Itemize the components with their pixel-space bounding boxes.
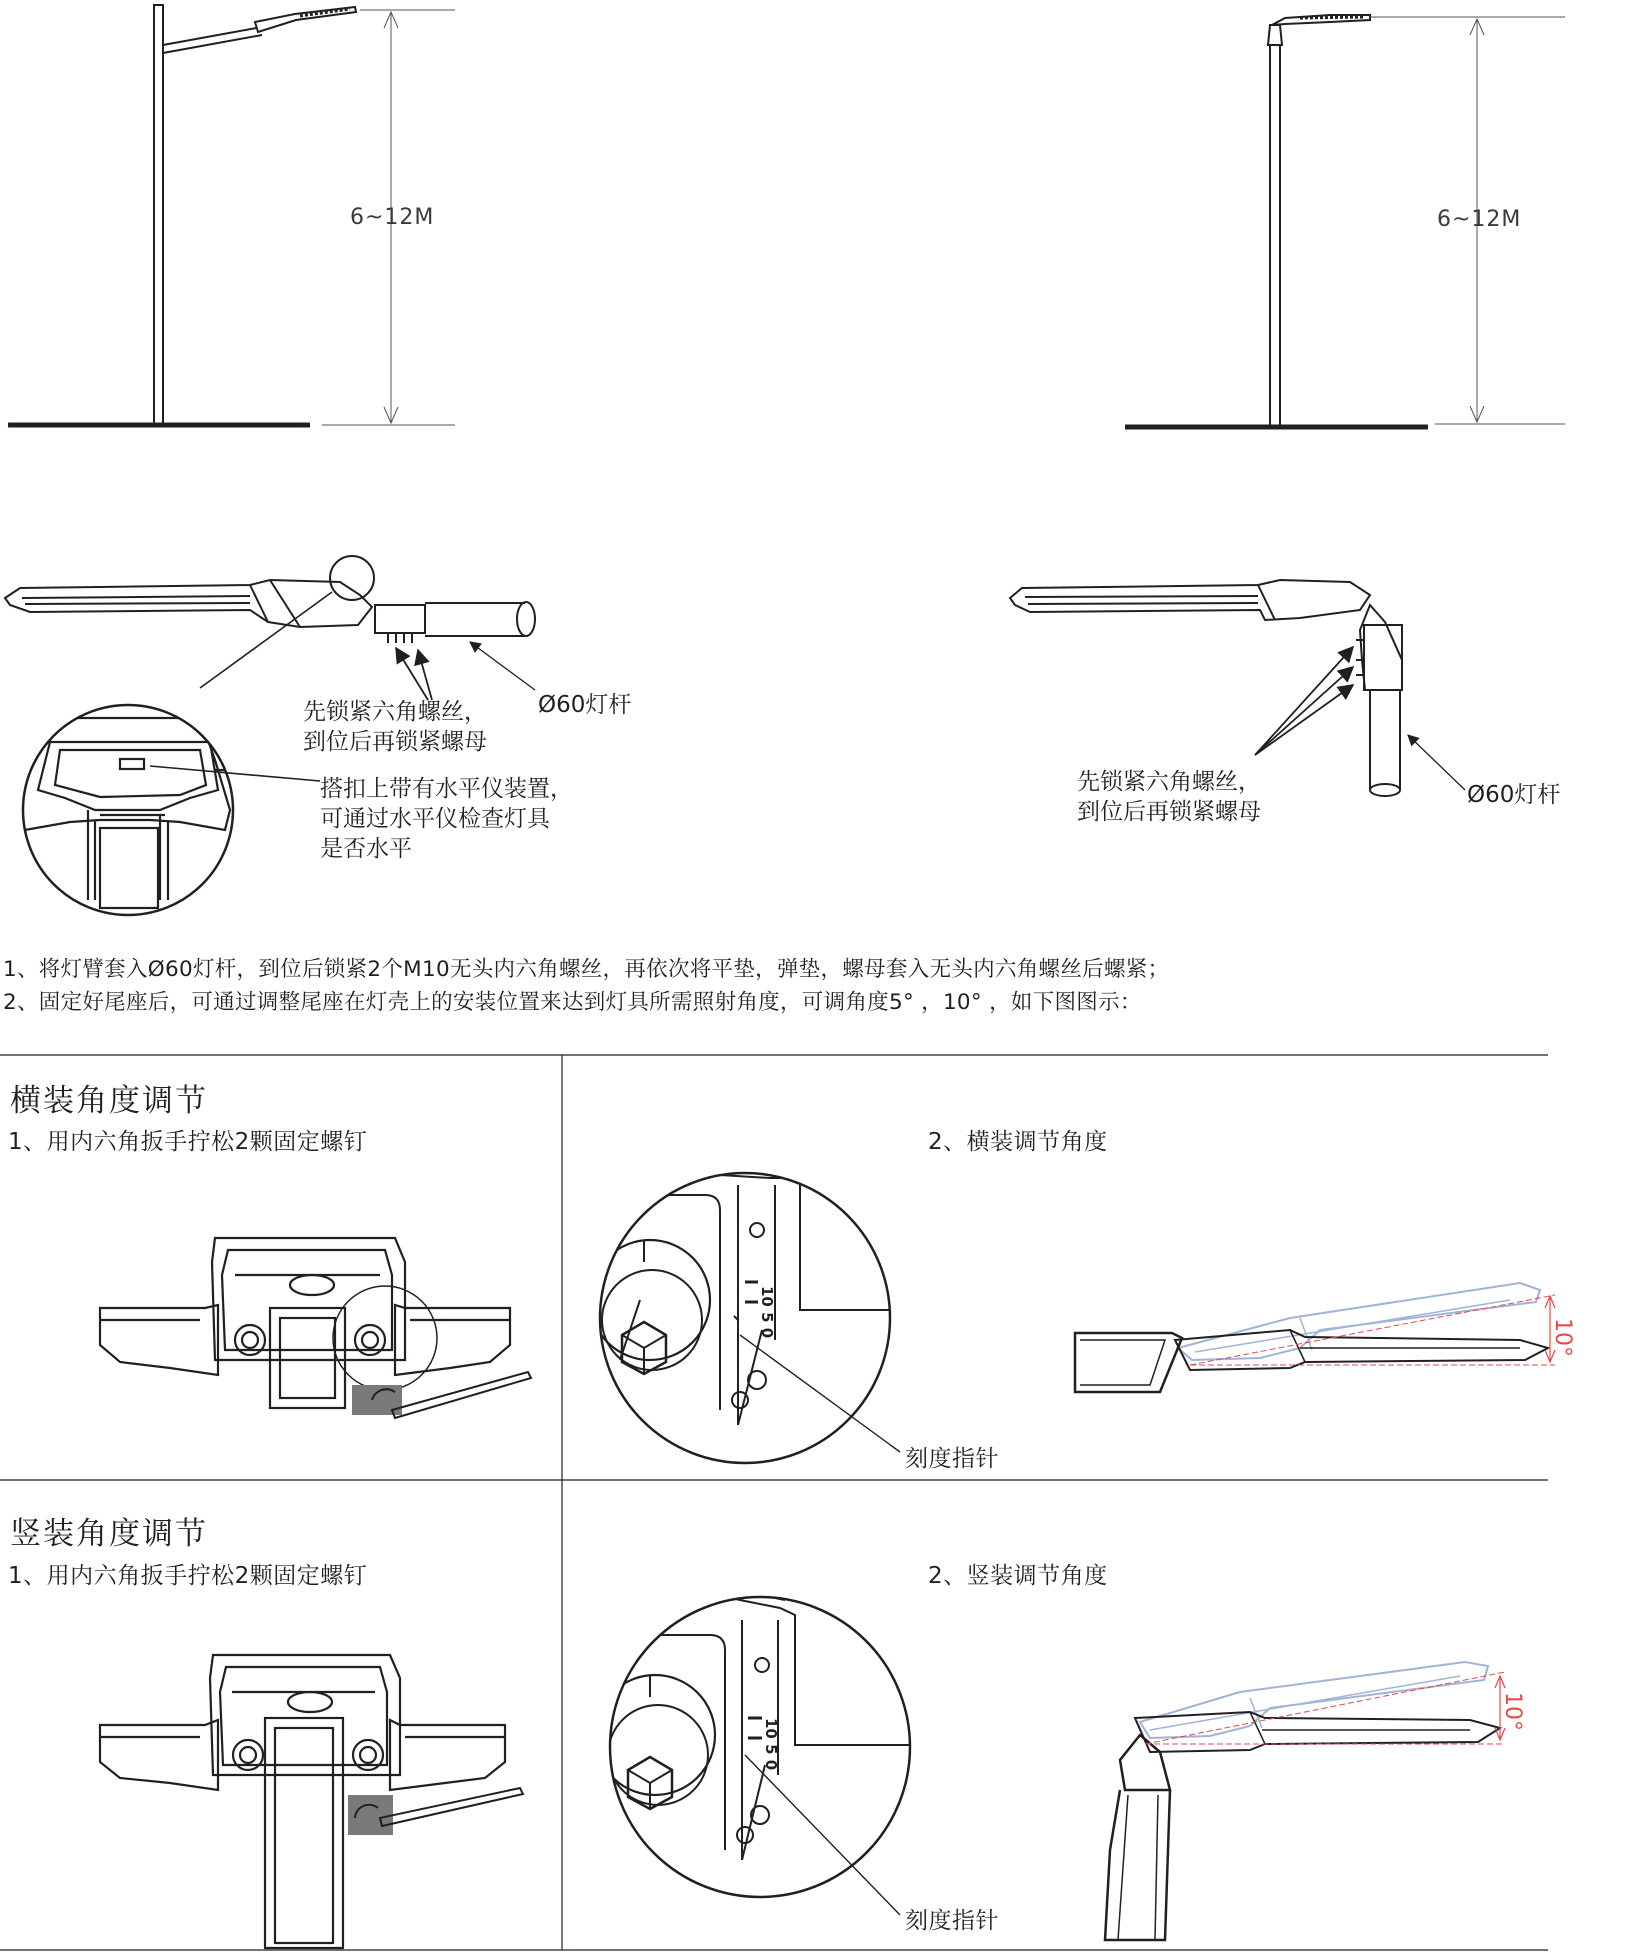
front-view-horizontal-wrench <box>100 1238 510 1408</box>
note-level-device: 搭扣上带有水平仪装置， 可通过水平仪检查灯具 是否水平 <box>320 776 573 862</box>
svg-text:10 5 0: 10 5 0 <box>758 1286 776 1339</box>
pointer-label-horizontal: 刻度指针 <box>905 1446 999 1472</box>
pole-diameter-label-vertical: Ø60灯杆 <box>1467 782 1561 808</box>
magnifier-scale-vertical <box>595 1585 932 1915</box>
instruction-2: 2、固定好尾座后，可通过调整尾座在灯壳上的安装位置来达到灯具所需照射角度，可调角度5° ，10° ，如下图图示： <box>3 990 1142 1015</box>
step1-vertical: 1、用内六角扳手拧松2颗固定螺钉 <box>8 1563 368 1589</box>
angle-view-horizontal <box>1075 1283 1555 1392</box>
magnifier-scale-horizontal <box>590 1168 932 1463</box>
step2-horizontal: 2、横装调节角度 <box>928 1129 1108 1155</box>
luminaire-vertical-install <box>1010 580 1465 796</box>
section-title-horizontal: 横装角度调节 <box>10 1083 208 1119</box>
pointer-label-vertical: 刻度指针 <box>905 1908 999 1934</box>
height-dimension-left: 6~12M <box>350 205 435 230</box>
svg-text:10 5 0: 10 5 0 <box>762 1718 780 1771</box>
angle-label-horizontal: 10° <box>1550 1318 1575 1357</box>
angle-label-vertical: 10° <box>1500 1692 1525 1731</box>
note-tighten-screws-vertical: 先锁紧六角螺丝， 到位后再锁紧螺母 <box>1077 769 1261 825</box>
pole-diameter-label-horizontal: Ø60灯杆 <box>538 692 632 718</box>
angle-view-vertical <box>1105 1662 1505 1940</box>
magnifier-level-buckle <box>10 705 240 915</box>
front-view-vertical-wrench <box>100 1655 505 1948</box>
step1-horizontal: 1、用内六角扳手拧松2颗固定螺钉 <box>8 1129 368 1155</box>
note-tighten-screws-horizontal: 先锁紧六角螺丝， 到位后再锁紧螺母 <box>303 699 487 755</box>
section-title-vertical: 竖装角度调节 <box>10 1516 208 1552</box>
step2-vertical: 2、竖装调节角度 <box>928 1563 1108 1589</box>
instruction-1: 1、将灯臂套入Ø60灯杆，到位后锁紧2个M10无头内六角螺丝，再依次将平垫，弹垫，螺母套入无头内六角螺丝后螺紧； <box>3 957 1170 982</box>
wrench-highlight <box>352 1385 402 1415</box>
height-dimension-right: 6~12M <box>1437 207 1522 232</box>
